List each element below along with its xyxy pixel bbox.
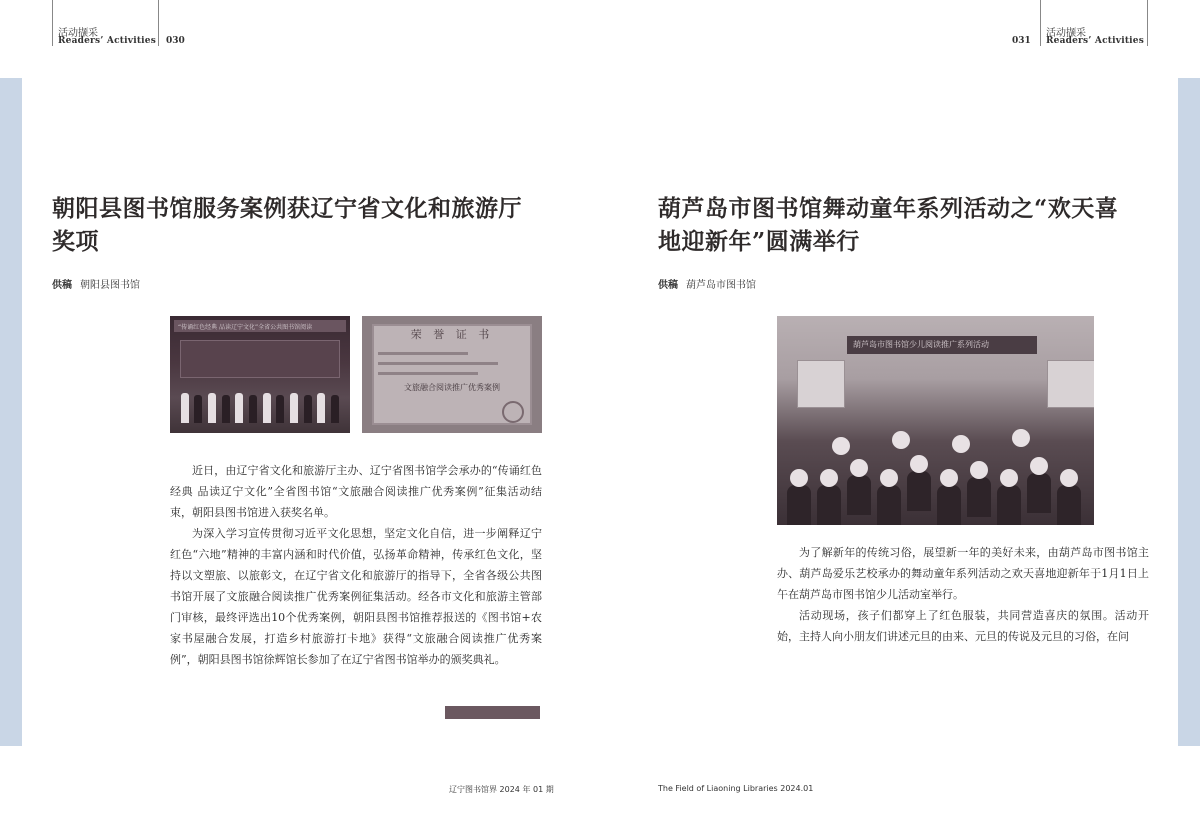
right-article-body	[777, 542, 1149, 647]
certificate-line	[378, 352, 468, 355]
children-group-photo	[777, 316, 1094, 525]
left-article-body	[170, 460, 542, 670]
stage-screen	[180, 340, 340, 378]
activity-banner: 葫芦岛市图书馆少儿阅读推广系列活动	[847, 336, 1037, 354]
ceremony-banner: “传诵红色经典 品读辽宁文化”全省公共图书馆阅读	[174, 320, 346, 332]
certificate-line	[378, 372, 478, 375]
certificate-title: 荣 誉 证 书	[410, 328, 494, 341]
left-title-line1: 朝阳县图书馆服务案例获辽宁省文化和旅游厅	[52, 195, 522, 222]
left-header-rule	[52, 0, 53, 46]
room-window	[1047, 360, 1094, 408]
right-side-band	[1178, 78, 1200, 746]
left-title-line2: 奖项	[52, 228, 99, 255]
right-header-rule	[1147, 0, 1148, 46]
left-author-line	[52, 276, 140, 291]
footer-right: The Field of Liaoning Libraries 2024.01	[658, 784, 814, 793]
right-page-number: 031	[1012, 36, 1031, 46]
stage-people	[178, 389, 342, 423]
right-author-line	[658, 276, 756, 291]
award-ceremony-photo	[170, 316, 350, 433]
right-section-cn: 活动撷采	[1046, 28, 1086, 39]
left-paragraph-2: 为深入学习宣传贯彻习近平文化思想，坚定文化自信，进一步阐释辽宁红色“六地”精神的丰富内涵和时代价值，弘扬革命精神，传承红色文化，坚持以文塑旅、以旅彰文，在辽宁省文化和旅游厅的指导下，全省各级公共图书馆开展了文旅融合阅读推广优秀案例征集活动。经各市文化和旅游主管部门审核，最终评选出10个优秀案例，朝阳县图书馆推荐报送的《图书馆+农家书屋融合发展，打造乡村旅游打卡地》获得“文旅融合阅读推广优秀案例”，朝阳县图书馆徐辉馆长参加了在辽宁省图书馆举办的颁奖典礼。	[170, 527, 542, 666]
right-section-en: Readers’ Activities	[1046, 36, 1144, 46]
left-section-en: Readers’ Activities	[58, 36, 156, 46]
left-header-divider	[158, 0, 159, 46]
left-author-name: 朝阳县图书馆	[80, 280, 140, 291]
right-header-divider	[1040, 0, 1041, 46]
room-window	[797, 360, 845, 408]
right-author-label: 供稿	[658, 280, 678, 291]
right-author-name: 葫芦岛市图书馆	[686, 280, 756, 291]
right-title-line2: 地迎新年”圆满举行	[658, 228, 860, 255]
right-title-line1: 葫芦岛市图书馆舞动童年系列活动之“欢天喜	[658, 195, 1119, 222]
children-crowd	[777, 405, 1094, 525]
left-page-number: 030	[166, 36, 185, 46]
right-paragraph-1: 为了解新年的传统习俗，展望新一年的美好未来，由葫芦岛市图书馆主办、葫芦岛爱乐艺校承办的舞动童年系列活动之欢天喜地迎新年于1月1日上午在葫芦岛市图书馆少儿活动室举行。	[777, 546, 1149, 601]
left-paragraph-1: 近日，由辽宁省文化和旅游厅主办、辽宁省图书馆学会承办的“传诵红色经典 品读辽宁文化”全省图书馆“文旅融合阅读推广优秀案例”征集活动结束，朝阳县图书馆进入获奖名单。	[170, 464, 542, 519]
right-paragraph-2: 活动现场，孩子们都穿上了红色服装，共同营造喜庆的氛围。活动开始，主持人向小朋友们讲述元旦的由来、元旦的传说及元旦的习俗，在问	[777, 609, 1149, 643]
left-article-title	[52, 192, 572, 258]
certificate-seal-icon	[502, 401, 524, 423]
certificate-line	[378, 362, 498, 365]
footer-left: 辽宁图书馆界 2024 年 01 期	[449, 785, 554, 794]
right-article-title	[658, 192, 1158, 258]
left-author-label: 供稿	[52, 280, 72, 291]
left-section-cn: 活动撷采	[58, 28, 98, 39]
award-certificate-photo	[362, 316, 542, 433]
article-end-mark	[445, 706, 540, 719]
certificate-award-text: 文旅融合阅读推广优秀案例	[404, 383, 500, 392]
left-side-band	[0, 78, 22, 746]
